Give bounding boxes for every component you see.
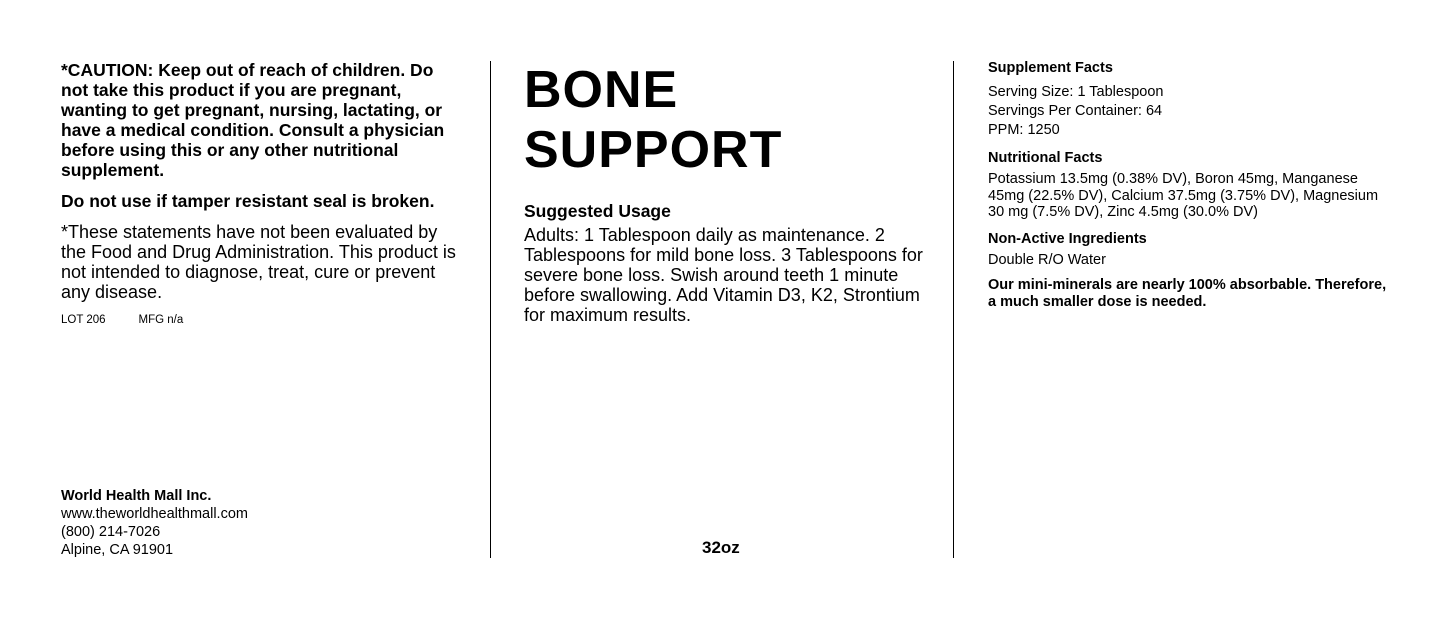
company-website: www.theworldhealthmall.com <box>61 506 248 522</box>
nutritional-facts-heading: Nutritional Facts <box>988 150 1103 166</box>
company-address: Alpine, CA 91901 <box>61 542 174 558</box>
divider-right <box>953 61 954 558</box>
absorption-note: Our mini-minerals are nearly 100% absorbable. Therefore, a much smaller dose is needed. <box>988 277 1387 310</box>
company-info <box>61 487 248 559</box>
product-size: 32oz <box>702 538 740 557</box>
servings-per-container: Servings Per Container: 64 <box>988 103 1163 119</box>
middle-column <box>524 60 924 325</box>
fda-statement: *These statements have not been evaluated by the Food and Drug Administration. This product is not intended to diagnose, treat, cure or prevent any disease. <box>61 222 456 302</box>
usage-heading: Suggested Usage <box>524 201 671 221</box>
supplement-facts-heading: Supplement Facts <box>988 60 1113 76</box>
tamper-warning: Do not use if tamper resistant seal is broken. <box>61 191 435 211</box>
serving-size: Serving Size: 1 Tablespoon <box>988 84 1164 100</box>
serving-info <box>988 83 1388 140</box>
caution-text: *CAUTION: Keep out of reach of children. Do not take this product if you are pregnant, wanting to get pregnant, nursing, lactating, or have a medical condition. Consult a physician before using this or any other nutritional supplement. <box>61 60 445 180</box>
divider-left <box>490 61 491 558</box>
usage-text: Adults: 1 Tablespoon daily as maintenance. 2 Tablespoons for mild bone loss. 3 Tablespoons for severe bone loss. Swish around teeth 1 minute before swallowing. Add Vitamin D3, K2, Strontium for maximum results. <box>524 225 923 325</box>
right-column <box>988 59 1388 310</box>
company-name: World Health Mall Inc. <box>61 488 212 504</box>
product-title: BONE SUPPORT <box>524 61 783 179</box>
non-active-text: Double R/O Water <box>988 251 1106 268</box>
left-column <box>61 60 461 326</box>
lot-number: LOT 206 <box>61 314 106 326</box>
company-phone: (800) 214-7026 <box>61 524 161 540</box>
mfg-date: MFG n/a <box>138 314 184 326</box>
non-active-heading: Non-Active Ingredients <box>988 230 1147 247</box>
nutritional-facts-text: Potassium 13.5mg (0.38% DV), Boron 45mg, Manganese 45mg (22.5% DV), Calcium 37.5mg (3.75% DV), Magnesium 30 mg (7.5% DV), Zinc 4.5mg (30.0% DV) <box>988 171 1379 220</box>
lot-mfg-line <box>61 314 461 326</box>
ppm-value: PPM: 1250 <box>988 122 1060 138</box>
